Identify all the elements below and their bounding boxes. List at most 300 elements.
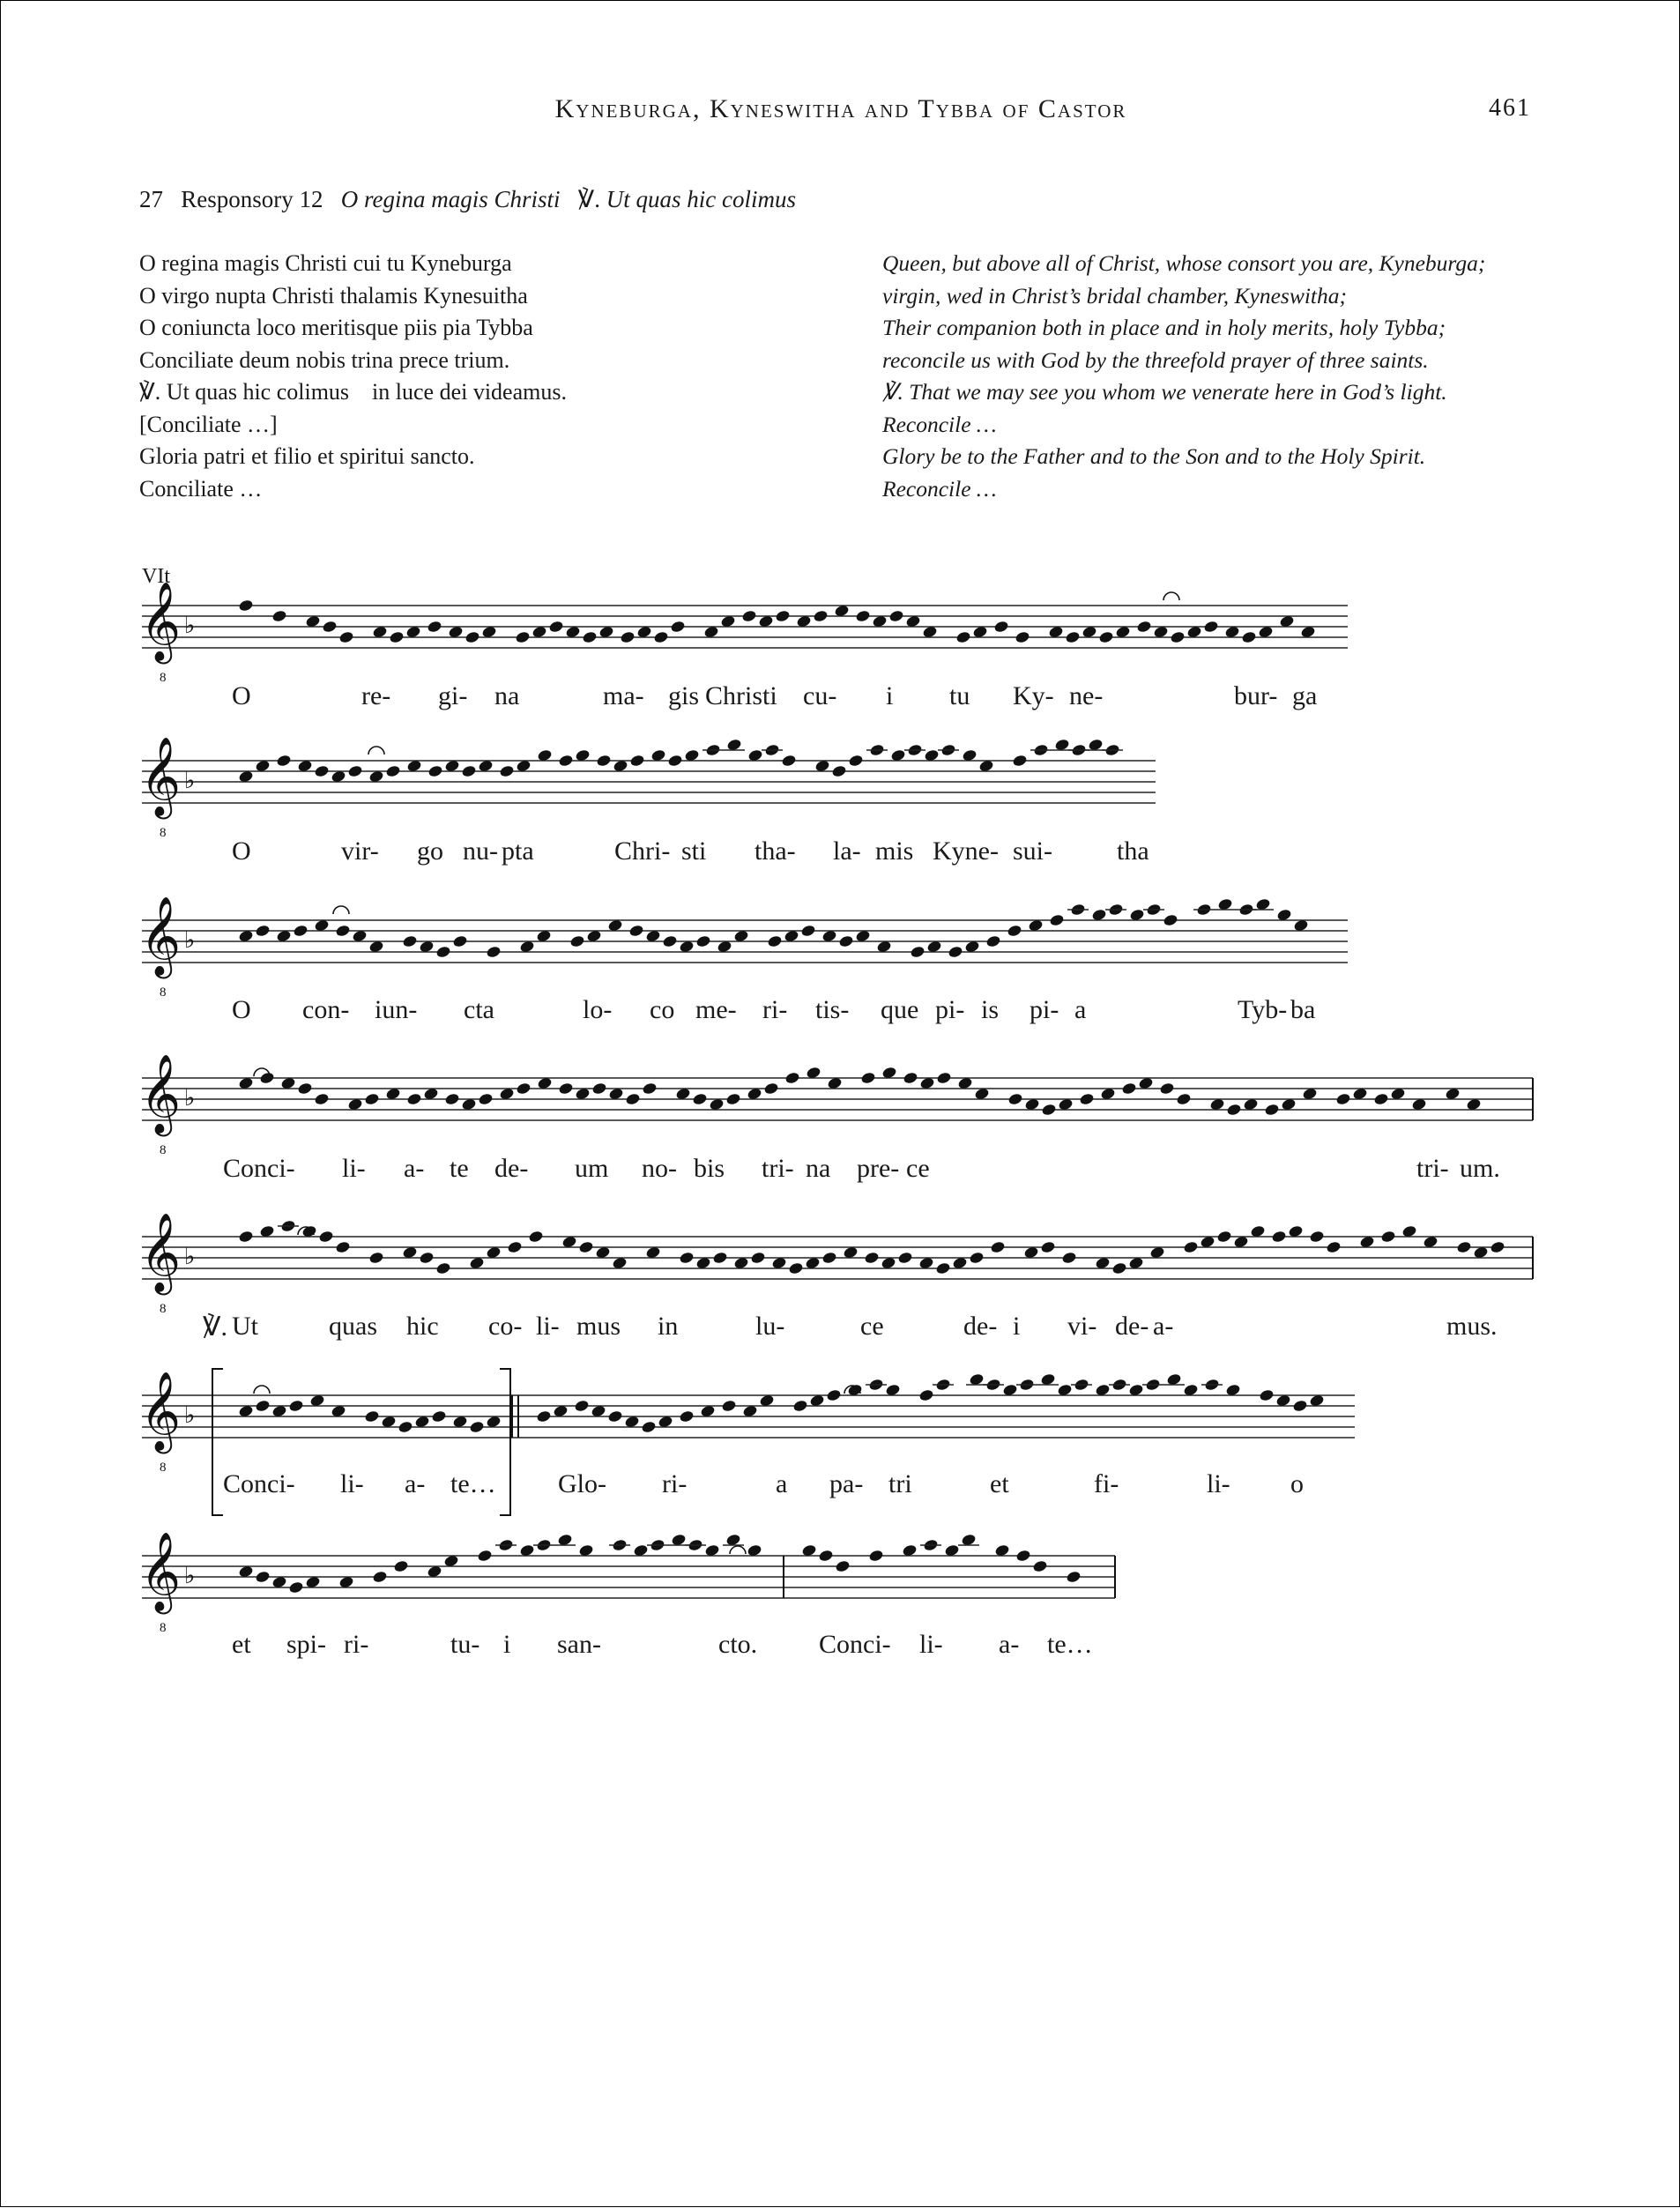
octave-eight-mark: 8 (160, 1302, 167, 1316)
lyric-syllable: tha- (755, 836, 796, 866)
lyric-syllable: te… (1047, 1630, 1093, 1659)
note-head (936, 1071, 952, 1085)
lyric-syllable: bis (694, 1154, 725, 1183)
lyric-syllable: spi- (286, 1630, 326, 1659)
note-head (314, 1092, 330, 1106)
note-head (607, 1409, 623, 1424)
note-head (406, 1092, 422, 1106)
note-head (888, 609, 904, 623)
lyric-syllable: mis (875, 836, 914, 866)
lyric-syllable: na (806, 1154, 831, 1183)
note-head (775, 609, 791, 623)
lyric-syllable: fi- (1094, 1469, 1119, 1498)
note-head (860, 1071, 876, 1085)
lyric-syllable: go (417, 836, 443, 866)
note-head (255, 1399, 271, 1413)
note-head (288, 1580, 304, 1595)
lyric-syllable: a (776, 1469, 788, 1498)
note-head (662, 934, 678, 948)
note-head (431, 1409, 447, 1424)
lyric-syllable: sui- (1013, 836, 1052, 866)
note-head (838, 934, 854, 948)
note-head (800, 924, 816, 938)
lyric-syllable: cu- (803, 681, 837, 710)
verse-incipit: Ut quas hic colimus (606, 186, 797, 212)
lyric-syllable: vi- (1067, 1312, 1097, 1341)
versicle-mark: ℣. (577, 186, 601, 212)
note-head (461, 764, 477, 778)
note-head (1271, 1230, 1287, 1244)
note-head (238, 598, 254, 613)
note-head (427, 764, 443, 778)
fermata-icon (1163, 592, 1179, 600)
chant-genre: Responsory 12 (181, 186, 323, 212)
note-head (259, 1071, 275, 1085)
treble-clef-icon: 𝄞 (140, 1054, 182, 1134)
lyric-syllable: Ut (232, 1312, 258, 1341)
note-head (935, 1261, 951, 1275)
lyric-syllable: ce (906, 1154, 930, 1183)
note-head (1216, 1230, 1232, 1244)
note-head (1226, 1103, 1242, 1117)
latin-line: O coniuncta loco meritisque piis pia Tybba (139, 315, 533, 340)
lyric-syllable: li- (919, 1630, 943, 1659)
octave-eight-mark: 8 (160, 1143, 167, 1157)
note-head (578, 1240, 594, 1254)
note-head (1170, 630, 1186, 644)
flat-icon: ♭ (184, 927, 196, 954)
note-head (721, 1399, 737, 1413)
translation-line: Their companion both in place and in holy merits, holy Tybba; (882, 315, 1446, 340)
lyric-syllable: pa- (829, 1469, 864, 1498)
note-head (478, 1092, 494, 1106)
lyric-syllable: que (881, 995, 919, 1024)
lyric-syllable: san- (557, 1630, 601, 1659)
note-head (515, 630, 531, 644)
treble-clef-icon: 𝄞 (140, 582, 182, 661)
translation-line: Reconcile … (882, 475, 997, 502)
lyric-syllable: i (503, 1630, 511, 1659)
note-head (781, 754, 797, 768)
lyric-syllable: te (450, 1154, 469, 1183)
octave-eight-mark: 8 (160, 671, 167, 685)
fermata-icon (333, 906, 349, 914)
staff-system (140, 1372, 1355, 1475)
note-head (868, 1549, 884, 1563)
note-head (558, 1082, 574, 1096)
lyric-syllable: Conci- (223, 1154, 295, 1183)
note-head (1335, 1092, 1351, 1106)
staff-system (140, 1532, 1115, 1635)
lyric-syllable: Ky- (1013, 681, 1054, 710)
lyric-syllable: re- (361, 681, 391, 710)
lyric-syllable: co (650, 995, 675, 1024)
note-head (1309, 1230, 1325, 1244)
lyric-syllable: i (886, 681, 894, 710)
note-head (1040, 1240, 1056, 1254)
lyric-syllable: Kyne- (933, 836, 999, 866)
lyric-syllable: Tyb- (1238, 995, 1288, 1024)
note-head (625, 1092, 641, 1106)
note-head (1163, 913, 1178, 927)
octave-eight-mark: 8 (160, 826, 167, 840)
lyric-syllable: nu- (463, 836, 498, 866)
latin-line: Gloria patri et filio et spiritui sancto. (139, 443, 475, 469)
note-head (516, 1082, 532, 1096)
lyric-syllable: Glo- (558, 1469, 606, 1498)
note-head (548, 620, 564, 634)
lyric-syllable: Conci- (819, 1630, 891, 1659)
lyric-syllable: la- (833, 836, 861, 866)
note-head (792, 1399, 808, 1413)
note-head (1079, 1092, 1095, 1106)
lyric-syllable: cto. (718, 1630, 758, 1659)
latin-line: [Conciliate …] (139, 411, 278, 437)
octave-eight-mark: 8 (160, 1621, 167, 1635)
lyric-syllable: li- (342, 1154, 366, 1183)
note-head (1012, 754, 1028, 768)
translation-line: Queen, but above all of Christ, whose consort you are, Kyneburga; (882, 250, 1486, 276)
note-head (486, 945, 502, 959)
note-head (364, 1409, 380, 1424)
note-head (629, 754, 645, 768)
lyric-syllable: gis (668, 681, 700, 710)
page-number: 461 (1489, 94, 1531, 122)
flat-icon: ♭ (184, 768, 196, 794)
lyric-syllable: co- (488, 1312, 523, 1341)
note-head (835, 1559, 851, 1573)
note-head (372, 1570, 388, 1584)
note-head (993, 620, 1009, 634)
lyric-syllable: ℣. (203, 1312, 228, 1342)
staff-system (140, 1213, 1533, 1316)
note-head (238, 1230, 254, 1244)
note-head (750, 1251, 766, 1265)
note-head (670, 620, 686, 634)
note-head (831, 764, 847, 778)
note-head (695, 934, 711, 948)
note-head (1015, 630, 1030, 644)
translation-line: Reconcile … (882, 411, 997, 437)
note-head (297, 1082, 313, 1096)
latin-line: ℣. Ut quas hic colimus in luce dei videamus. (139, 379, 567, 405)
lyric-syllable: a- (999, 1630, 1020, 1659)
lyric-syllable: ri- (344, 1630, 369, 1659)
note-head (918, 1388, 934, 1402)
lyric-syllable: tis- (815, 995, 850, 1024)
fermata-icon (368, 747, 384, 755)
lyric-syllable: mus (576, 1312, 621, 1341)
note-head (692, 1092, 708, 1106)
lyric-syllable: tu- (450, 1630, 480, 1659)
note-head (1183, 1240, 1199, 1254)
note-head (469, 1420, 485, 1434)
note-head (763, 1082, 779, 1096)
note-head (813, 609, 829, 623)
lyric-syllable: de- (963, 1312, 998, 1341)
flat-icon: ♭ (184, 1402, 196, 1429)
note-head (985, 934, 1001, 948)
note-head (385, 764, 401, 778)
translation-line: ℣. That we may see you whom we venerate here in God’s light. (882, 379, 1447, 405)
note-head (821, 1251, 837, 1265)
note-head (788, 1261, 804, 1275)
note-head (536, 1409, 552, 1424)
lyric-syllable: et (232, 1630, 251, 1659)
staff-system (140, 582, 1348, 685)
note-head (276, 754, 292, 768)
lyric-syllable: gi- (438, 681, 468, 710)
lyric-syllable: bur- (1234, 681, 1278, 710)
translation-line: virgin, wed in Christ’s bridal chamber, Kyneswitha; (882, 282, 1348, 309)
music-notation (1, 1, 1680, 2208)
note-head (528, 1230, 544, 1244)
lyric-syllable: in (658, 1312, 679, 1341)
note-head (389, 630, 405, 644)
note-head (848, 754, 864, 768)
lyric-syllable: de- (1115, 1312, 1149, 1341)
note-head (1380, 1230, 1396, 1244)
note-head (293, 924, 308, 938)
fermata-icon (730, 1546, 746, 1554)
bracket-left (212, 1369, 223, 1515)
lyric-syllable: ce (860, 1312, 884, 1341)
note-head (1098, 630, 1114, 644)
treble-clef-icon: 𝄞 (140, 737, 182, 816)
lyric-syllable: li- (340, 1469, 364, 1498)
note-head (398, 1420, 413, 1434)
note-head (855, 609, 871, 623)
note-head (1176, 1092, 1192, 1106)
lyric-syllable: hic (406, 1312, 439, 1341)
note-head (596, 754, 612, 768)
lyric-syllable: um (575, 1154, 609, 1183)
note-head (1041, 1103, 1057, 1117)
note-head (955, 630, 971, 644)
flat-icon: ♭ (184, 1244, 196, 1270)
note-head (368, 1251, 384, 1265)
lyric-syllable: de- (494, 1154, 529, 1183)
note-head (641, 1420, 657, 1434)
note-head (465, 630, 480, 644)
lyric-syllable: pre- (857, 1154, 900, 1183)
lyric-syllable: O (232, 836, 251, 866)
note-head (1007, 924, 1022, 938)
note-head (653, 630, 669, 644)
lyric-syllable: tri (888, 1469, 912, 1498)
lyric-syllable: li- (1207, 1469, 1230, 1498)
latin-line: O regina magis Christi cui tu Kyneburga (139, 250, 512, 276)
fermata-icon (254, 1386, 270, 1394)
note-head (725, 1092, 741, 1106)
note-head (452, 934, 468, 948)
note-head (628, 924, 644, 938)
lyric-syllable: no- (642, 1154, 677, 1183)
note-head (435, 1261, 451, 1275)
note-head (679, 1409, 695, 1424)
note-head (427, 620, 442, 634)
octave-eight-mark: 8 (160, 985, 167, 1000)
lyric-syllable: me- (695, 995, 737, 1024)
note-head (1203, 620, 1219, 634)
chant-number: 27 (139, 186, 163, 212)
translation-line: reconcile us with God by the threefold prayer of three saints. (882, 346, 1429, 373)
lyric-syllable: ma- (603, 681, 644, 710)
treble-clef-icon: 𝄞 (140, 1213, 182, 1292)
flat-icon: ♭ (184, 1563, 196, 1589)
note-head (1032, 1559, 1048, 1573)
lyric-syllable: ri- (762, 995, 788, 1024)
note-head (826, 1388, 842, 1402)
staff-system (140, 1054, 1533, 1157)
note-head (347, 764, 363, 778)
lyric-syllable: mus. (1446, 1312, 1498, 1341)
lyric-syllable: O (232, 681, 251, 710)
lyric-syllable: pi- (935, 995, 965, 1024)
note-head (288, 1399, 304, 1413)
note-head (948, 945, 963, 959)
note-head (712, 1251, 728, 1265)
staff-system (140, 737, 1156, 840)
lyric-syllable: is (981, 995, 1000, 1024)
lyric-syllable: a- (404, 1154, 425, 1183)
note-head (322, 620, 338, 634)
mode-label: VIt (142, 565, 170, 588)
note-head (574, 1399, 590, 1413)
note-head (591, 1082, 607, 1096)
note-head (1015, 1549, 1031, 1563)
lyric-syllable: tha (1117, 836, 1149, 866)
note-head (402, 934, 418, 948)
note-head (1264, 1103, 1280, 1117)
note-head (338, 630, 354, 644)
note-head (314, 764, 330, 778)
note-head (1049, 913, 1065, 927)
note-head (393, 1559, 409, 1573)
note-head (864, 1251, 880, 1265)
note-head (364, 1092, 380, 1106)
note-head (667, 754, 683, 768)
lyric-syllable: a- (1153, 1312, 1174, 1341)
note-head (1373, 1092, 1389, 1106)
octave-eight-mark: 8 (160, 1461, 167, 1475)
treble-clef-icon: 𝄞 (140, 896, 182, 976)
lyric-syllable: um. (1460, 1154, 1500, 1183)
lyric-syllable: a- (405, 1469, 426, 1498)
note-head (507, 1240, 523, 1254)
note-head (558, 754, 574, 768)
lyric-syllable: ne- (1069, 681, 1104, 710)
lyric-syllable: li- (536, 1312, 560, 1341)
lyric-syllable: na (494, 681, 520, 710)
note-head (444, 1092, 460, 1106)
lyric-syllable: con- (302, 995, 350, 1024)
note-head (255, 924, 271, 938)
running-header-title: Kyneburga, Kyneswitha and Tybba of Castor (554, 94, 1127, 123)
latin-line: Conciliate deum nobis trina prece trium. (139, 346, 510, 373)
note-head (1061, 1251, 1077, 1265)
lyric-syllable: sti (681, 836, 707, 866)
treble-clef-icon: 𝄞 (140, 1372, 182, 1451)
note-head (1007, 1092, 1023, 1106)
note-head (1326, 1240, 1342, 1254)
note-head (477, 1549, 493, 1563)
note-head (903, 1071, 918, 1085)
note-head (1066, 1570, 1082, 1584)
chant-incipit: O regina magis Christi (340, 186, 561, 212)
note-head (784, 1071, 800, 1085)
lyric-syllable: iun- (375, 995, 418, 1024)
note-head (1111, 1261, 1127, 1275)
lyric-syllable: Chri- (614, 836, 671, 866)
note-head (1159, 1082, 1175, 1096)
note-head (582, 630, 598, 644)
note-head (1121, 1082, 1137, 1096)
treble-clef-icon: 𝄞 (140, 1532, 182, 1611)
note-head (1292, 1399, 1308, 1413)
lyric-syllable: ri- (662, 1469, 688, 1498)
flat-icon: ♭ (184, 1085, 196, 1111)
lyric-syllable: tri- (1416, 1154, 1449, 1183)
note-head (318, 1230, 334, 1244)
lyric-syllable: Christi (705, 681, 777, 710)
note-head (910, 945, 925, 959)
lyric-syllable: a (1074, 995, 1087, 1024)
note-head (818, 1549, 834, 1563)
lyric-syllable: i (1013, 1312, 1021, 1341)
note-head (271, 609, 287, 623)
lyric-syllable: tu (949, 681, 970, 710)
note-head (1065, 630, 1081, 644)
flat-icon: ♭ (184, 613, 196, 639)
lyric-syllable: et (990, 1469, 1009, 1498)
lyric-syllable: o (1290, 1469, 1304, 1498)
lyric-syllable: O (232, 995, 251, 1024)
note-head (767, 934, 783, 948)
staff-system (140, 896, 1348, 1000)
lyric-syllable: pi- (1030, 995, 1059, 1024)
lyric-syllable: Conci- (223, 1469, 295, 1498)
note-head (1136, 620, 1152, 634)
note-head (419, 1251, 435, 1265)
latin-line: Conciliate … (139, 475, 263, 502)
note-head (499, 764, 515, 778)
lyric-syllable: quas (329, 1312, 377, 1341)
lyric-syllable: lu- (755, 1312, 785, 1341)
latin-line: O virgo nupta Christi thalamis Kynesuitha (139, 282, 528, 309)
lyric-syllable: cta (464, 995, 494, 1024)
bracket-right (500, 1369, 510, 1515)
note-head (435, 945, 451, 959)
note-head (969, 1251, 985, 1265)
note-head (1259, 1388, 1275, 1402)
lyric-syllable: tri- (762, 1154, 794, 1183)
note-head (620, 630, 636, 644)
note-head (642, 1082, 658, 1096)
lyric-syllable: lo- (583, 995, 613, 1024)
lyric-syllable: ba (1290, 995, 1316, 1024)
note-head (1241, 630, 1257, 644)
lyric-syllable: ga (1292, 681, 1318, 710)
lyric-syllable: vir- (341, 836, 379, 866)
note-head (335, 1240, 351, 1254)
lyric-syllable: pta (502, 836, 534, 866)
note-head (335, 924, 351, 938)
note-head (1490, 1240, 1505, 1254)
note-head (741, 609, 757, 623)
note-head (679, 1251, 695, 1265)
note-head (990, 1240, 1006, 1254)
